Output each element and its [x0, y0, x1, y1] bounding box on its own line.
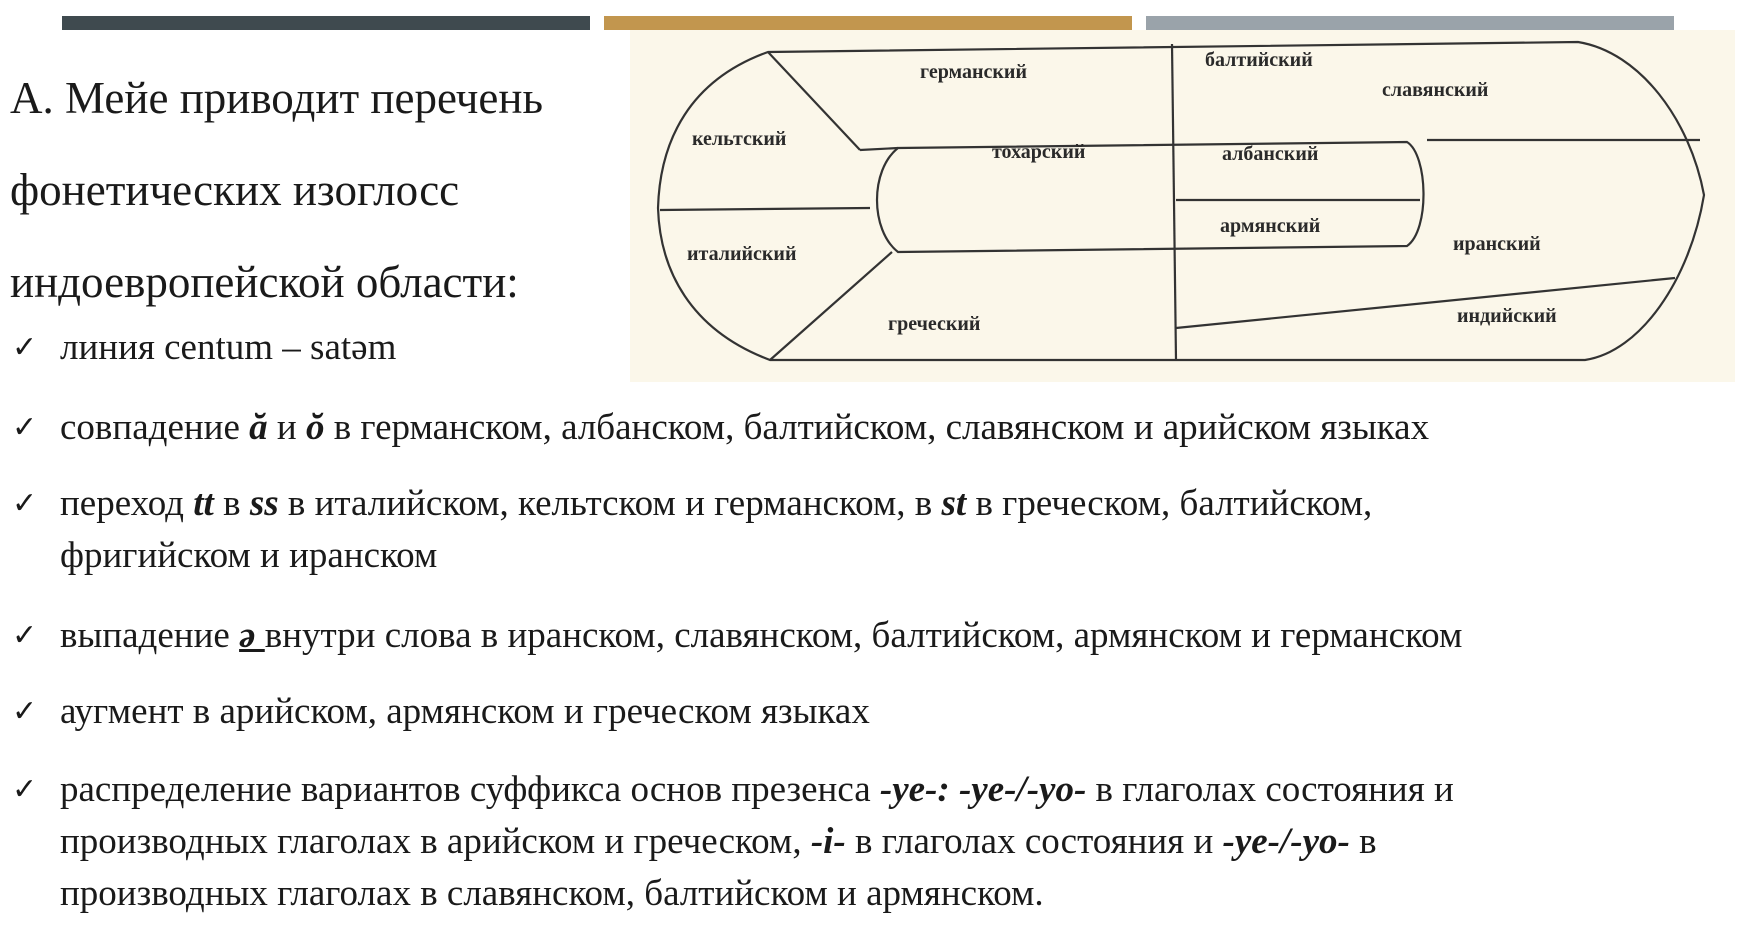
- map-label-slavic: славянский: [1382, 79, 1489, 101]
- top-accent-bar-gold: [604, 16, 1132, 30]
- map-line-vertical: [1172, 44, 1176, 360]
- intro-line-3: индоевропейской области:: [10, 257, 519, 307]
- checkmark-icon: ✓: [12, 330, 38, 365]
- list-item-text: распределение вариантов суффикса основ презенса -ye-: -ye-/-yo- в глаголах состояния и производных глаголах в арийском и греческом, -i- в глаголах состояния и -ye-/-yo- в производных глаголах в славянском, балтийском и армянском.: [60, 769, 1454, 914]
- list-item-text: линия centum – satəm: [60, 327, 397, 368]
- map-line-germanic: [860, 148, 898, 150]
- checkmark-icon: ✓: [12, 618, 38, 653]
- map-label-albanian: албанский: [1222, 143, 1319, 165]
- map-label-baltic: балтийский: [1205, 49, 1313, 71]
- map-label-armenian: армянский: [1220, 215, 1321, 237]
- intro-line-1: А. Мейе приводит перечень: [10, 73, 544, 123]
- intro-heading: [10, 52, 650, 328]
- map-label-iranian: иранский: [1453, 233, 1541, 255]
- intro-line-2: фонетических изоглосс: [10, 165, 460, 215]
- map-label-germanic: германский: [920, 61, 1027, 83]
- map-label-tocharian: тохарский: [992, 141, 1086, 163]
- list-item-text: выпадение ə внутри слова в иранском, славянском, балтийском, армянском и германском: [60, 615, 1463, 656]
- map-label-italic: италийский: [687, 243, 797, 265]
- map-label-celtic: кельтский: [692, 128, 787, 150]
- map-line-iranian-indic: [1176, 278, 1675, 328]
- list-item-text: совпадение ă и ŏ в германском, албанском, балтийском, славянском и арийском языках: [60, 407, 1430, 448]
- list-item-text: аугмент в арийском, армянском и греческом языках: [60, 691, 870, 732]
- list-item-text: переход tt в ss в италийском, кельтском и германском, в st в греческом, балтийском, фригийском и иранском: [60, 483, 1373, 576]
- top-accent-bar-gray: [1146, 16, 1674, 30]
- top-accent-bar-dark: [62, 16, 590, 30]
- checkmark-icon: ✓: [12, 772, 38, 807]
- checkmark-icon: ✓: [12, 410, 38, 445]
- map-label-indic: индийский: [1457, 305, 1557, 327]
- map-inner-ring: [877, 142, 1424, 252]
- map-label-greek: греческий: [888, 313, 981, 335]
- map-line-mid-left: [660, 208, 870, 210]
- checkmark-icon: ✓: [12, 694, 38, 729]
- checkmark-icon: ✓: [12, 486, 38, 521]
